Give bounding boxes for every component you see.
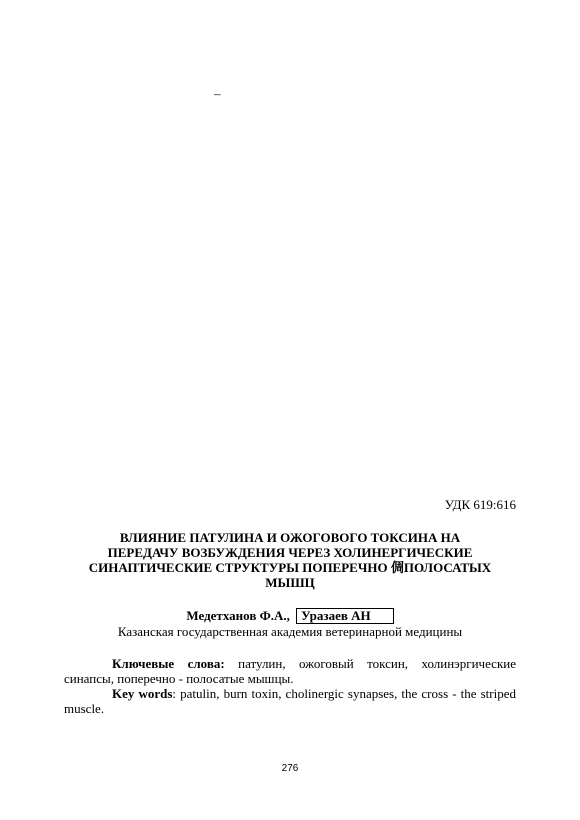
header-dash: –	[214, 86, 221, 101]
author-line	[64, 608, 516, 624]
title-line: МЫШЦ	[265, 575, 315, 590]
title-line: СИНАПТИЧЕСКИЕ СТРУКТУРЫ ПОПЕРЕЧНО 倜ПОЛОСАТЫХ	[88, 560, 492, 575]
keywords-en-label: Key words	[112, 686, 173, 701]
title-line: ВЛИЯНИЕ ПАТУЛИНА И ОЖОГОВОГО ТОКСИНА НА	[119, 530, 461, 545]
keywords-en-text: : patulin, burn toxin, cholinergic synapses, the cross - the striped muscle.	[64, 686, 516, 716]
author-name-boxed: Уразаев АН	[296, 608, 393, 624]
title-line: ПЕРЕДАЧУ ВОЗБУЖДЕНИЯ ЧЕРЕЗ ХОЛИНЕРГИЧЕСКИЕ	[107, 545, 473, 560]
udk-code: УДК 619:616	[444, 497, 516, 512]
keywords-block	[64, 656, 516, 716]
page-number: 276	[281, 763, 299, 774]
authors-block	[64, 608, 516, 640]
keywords-ru	[64, 656, 516, 686]
article-title	[64, 530, 516, 590]
author-name: Медетханов Ф.А.,	[186, 608, 290, 623]
keywords-ru-label: Ключевые слова:	[112, 656, 225, 671]
keywords-ru-text: патулин, ожоговый токсин, холинэргические синапсы, поперечно - полосатые мышцы.	[64, 656, 516, 686]
affiliation: Казанская государственная академия ветеринарной медицины	[117, 624, 463, 639]
keywords-en	[64, 686, 516, 716]
